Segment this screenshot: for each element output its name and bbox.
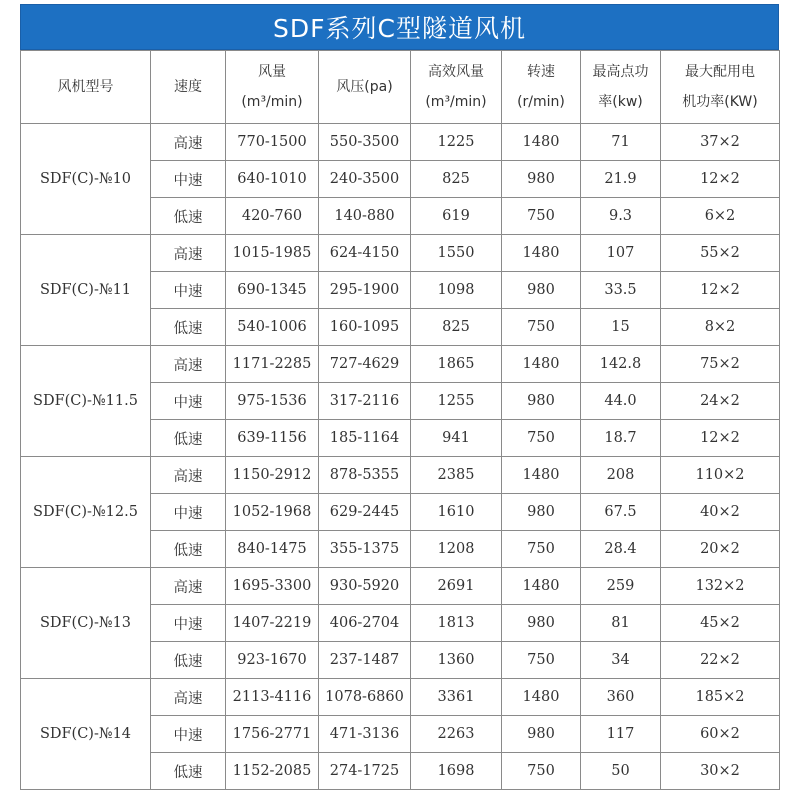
cell-rpm: 1480 (502, 346, 581, 383)
header-text: 最高点功 (592, 64, 649, 80)
cell-efficient-airflow: 1098 (411, 272, 502, 309)
cell-rpm: 750 (502, 531, 581, 568)
cell-model: SDF(C)-№14 (21, 679, 151, 790)
header-text: 风量 (258, 64, 286, 80)
cell-rpm: 1480 (502, 457, 581, 494)
cell-rpm: 980 (502, 605, 581, 642)
cell-peak-power: 50 (581, 753, 661, 790)
table-row (21, 457, 780, 494)
cell-airflow: 770-1500 (226, 124, 319, 161)
cell-speed: 中速 (151, 161, 226, 198)
cell-pressure: 624-4150 (319, 235, 411, 272)
cell-pressure: 317-2116 (319, 383, 411, 420)
cell-peak-power: 71 (581, 124, 661, 161)
header-text: 风压(pa) (336, 79, 393, 95)
cell-speed: 中速 (151, 383, 226, 420)
cell-pressure: 295-1900 (319, 272, 411, 309)
cell-speed: 高速 (151, 568, 226, 605)
table-row (21, 568, 780, 605)
cell-rpm: 750 (502, 753, 581, 790)
cell-motor-power: 12×2 (661, 420, 780, 457)
cell-rpm: 1480 (502, 124, 581, 161)
cell-efficient-airflow: 825 (411, 161, 502, 198)
cell-airflow: 975-1536 (226, 383, 319, 420)
cell-motor-power: 110×2 (661, 457, 780, 494)
cell-efficient-airflow: 1698 (411, 753, 502, 790)
cell-motor-power: 12×2 (661, 161, 780, 198)
cell-motor-power: 22×2 (661, 642, 780, 679)
cell-airflow: 1407-2219 (226, 605, 319, 642)
cell-rpm: 980 (502, 383, 581, 420)
cell-airflow: 1015-1985 (226, 235, 319, 272)
header-rpm (502, 51, 581, 124)
cell-motor-power: 24×2 (661, 383, 780, 420)
header-text: 机功率(KW) (682, 94, 758, 110)
cell-efficient-airflow: 941 (411, 420, 502, 457)
cell-motor-power: 20×2 (661, 531, 780, 568)
cell-speed: 中速 (151, 272, 226, 309)
cell-airflow: 1695-3300 (226, 568, 319, 605)
cell-airflow: 690-1345 (226, 272, 319, 309)
cell-efficient-airflow: 1865 (411, 346, 502, 383)
cell-airflow: 840-1475 (226, 531, 319, 568)
cell-peak-power: 44.0 (581, 383, 661, 420)
cell-rpm: 1480 (502, 568, 581, 605)
cell-peak-power: 142.8 (581, 346, 661, 383)
cell-efficient-airflow: 2263 (411, 716, 502, 753)
cell-motor-power: 6×2 (661, 198, 780, 235)
cell-pressure: 406-2704 (319, 605, 411, 642)
cell-airflow: 1756-2771 (226, 716, 319, 753)
cell-efficient-airflow: 1813 (411, 605, 502, 642)
cell-rpm: 980 (502, 272, 581, 309)
cell-peak-power: 81 (581, 605, 661, 642)
cell-motor-power: 132×2 (661, 568, 780, 605)
table-row (21, 124, 780, 161)
cell-efficient-airflow: 1610 (411, 494, 502, 531)
cell-speed: 低速 (151, 420, 226, 457)
cell-motor-power: 8×2 (661, 309, 780, 346)
cell-speed: 低速 (151, 198, 226, 235)
header-motor-power (661, 51, 780, 124)
cell-efficient-airflow: 825 (411, 309, 502, 346)
cell-pressure: 185-1164 (319, 420, 411, 457)
cell-model: SDF(C)-№13 (21, 568, 151, 679)
cell-pressure: 1078-6860 (319, 679, 411, 716)
cell-peak-power: 259 (581, 568, 661, 605)
cell-speed: 低速 (151, 642, 226, 679)
table-row (21, 235, 780, 272)
spec-table (20, 50, 780, 790)
cell-rpm: 1480 (502, 679, 581, 716)
cell-speed: 高速 (151, 235, 226, 272)
header-efficient-airflow (411, 51, 502, 124)
header-pressure (319, 51, 411, 124)
table-row (21, 679, 780, 716)
header-speed (151, 51, 226, 124)
header-peak-power (581, 51, 661, 124)
cell-pressure: 727-4629 (319, 346, 411, 383)
cell-speed: 高速 (151, 124, 226, 161)
cell-model: SDF(C)-№10 (21, 124, 151, 235)
cell-peak-power: 360 (581, 679, 661, 716)
cell-peak-power: 15 (581, 309, 661, 346)
cell-pressure: 629-2445 (319, 494, 411, 531)
header-text: (r/min) (517, 94, 565, 110)
cell-model: SDF(C)-№11.5 (21, 346, 151, 457)
cell-airflow: 420-760 (226, 198, 319, 235)
cell-motor-power: 30×2 (661, 753, 780, 790)
cell-speed: 中速 (151, 494, 226, 531)
cell-rpm: 980 (502, 161, 581, 198)
cell-pressure: 237-1487 (319, 642, 411, 679)
cell-airflow: 640-1010 (226, 161, 319, 198)
cell-pressure: 274-1725 (319, 753, 411, 790)
cell-speed: 高速 (151, 679, 226, 716)
cell-pressure: 140-880 (319, 198, 411, 235)
cell-model: SDF(C)-№11 (21, 235, 151, 346)
cell-motor-power: 75×2 (661, 346, 780, 383)
cell-peak-power: 9.3 (581, 198, 661, 235)
header-text: (m³/min) (241, 94, 303, 110)
cell-airflow: 1171-2285 (226, 346, 319, 383)
cell-speed: 高速 (151, 457, 226, 494)
cell-efficient-airflow: 2691 (411, 568, 502, 605)
cell-airflow: 1152-2085 (226, 753, 319, 790)
cell-speed: 低速 (151, 531, 226, 568)
cell-rpm: 750 (502, 198, 581, 235)
cell-airflow: 923-1670 (226, 642, 319, 679)
cell-efficient-airflow: 619 (411, 198, 502, 235)
cell-peak-power: 208 (581, 457, 661, 494)
header-text: 速度 (174, 79, 202, 95)
cell-motor-power: 55×2 (661, 235, 780, 272)
cell-rpm: 980 (502, 716, 581, 753)
header-airflow (226, 51, 319, 124)
cell-airflow: 639-1156 (226, 420, 319, 457)
header-text: 率(kw) (598, 94, 643, 110)
cell-peak-power: 18.7 (581, 420, 661, 457)
header-text: 高效风量 (428, 64, 484, 80)
cell-pressure: 550-3500 (319, 124, 411, 161)
cell-motor-power: 40×2 (661, 494, 780, 531)
cell-pressure: 471-3136 (319, 716, 411, 753)
cell-motor-power: 60×2 (661, 716, 780, 753)
table-row (21, 346, 780, 383)
cell-speed: 中速 (151, 605, 226, 642)
cell-airflow: 1052-1968 (226, 494, 319, 531)
cell-efficient-airflow: 1360 (411, 642, 502, 679)
cell-pressure: 878-5355 (319, 457, 411, 494)
cell-speed: 高速 (151, 346, 226, 383)
cell-speed: 低速 (151, 753, 226, 790)
cell-peak-power: 107 (581, 235, 661, 272)
cell-efficient-airflow: 1208 (411, 531, 502, 568)
cell-motor-power: 37×2 (661, 124, 780, 161)
cell-rpm: 750 (502, 309, 581, 346)
cell-peak-power: 34 (581, 642, 661, 679)
cell-speed: 中速 (151, 716, 226, 753)
cell-efficient-airflow: 2385 (411, 457, 502, 494)
cell-motor-power: 45×2 (661, 605, 780, 642)
header-text: 转速 (527, 64, 555, 80)
cell-peak-power: 21.9 (581, 161, 661, 198)
cell-efficient-airflow: 1550 (411, 235, 502, 272)
cell-rpm: 750 (502, 642, 581, 679)
cell-speed: 低速 (151, 309, 226, 346)
cell-motor-power: 12×2 (661, 272, 780, 309)
cell-model: SDF(C)-№12.5 (21, 457, 151, 568)
cell-pressure: 160-1095 (319, 309, 411, 346)
header-model (21, 51, 151, 124)
cell-pressure: 355-1375 (319, 531, 411, 568)
cell-pressure: 240-3500 (319, 161, 411, 198)
cell-airflow: 1150-2912 (226, 457, 319, 494)
header-text: 最大配用电 (685, 64, 755, 80)
spec-sheet (20, 4, 779, 790)
cell-efficient-airflow: 3361 (411, 679, 502, 716)
cell-peak-power: 28.4 (581, 531, 661, 568)
table-body (21, 124, 780, 790)
cell-peak-power: 67.5 (581, 494, 661, 531)
header-row (21, 51, 780, 124)
cell-rpm: 980 (502, 494, 581, 531)
cell-airflow: 540-1006 (226, 309, 319, 346)
cell-airflow: 2113-4116 (226, 679, 319, 716)
cell-peak-power: 117 (581, 716, 661, 753)
cell-motor-power: 185×2 (661, 679, 780, 716)
cell-pressure: 930-5920 (319, 568, 411, 605)
header-text: (m³/min) (425, 94, 487, 110)
cell-rpm: 1480 (502, 235, 581, 272)
cell-efficient-airflow: 1225 (411, 124, 502, 161)
table-title: SDF系列C型隧道风机 (20, 4, 779, 50)
cell-rpm: 750 (502, 420, 581, 457)
cell-efficient-airflow: 1255 (411, 383, 502, 420)
cell-peak-power: 33.5 (581, 272, 661, 309)
header-text: 风机型号 (57, 79, 114, 95)
